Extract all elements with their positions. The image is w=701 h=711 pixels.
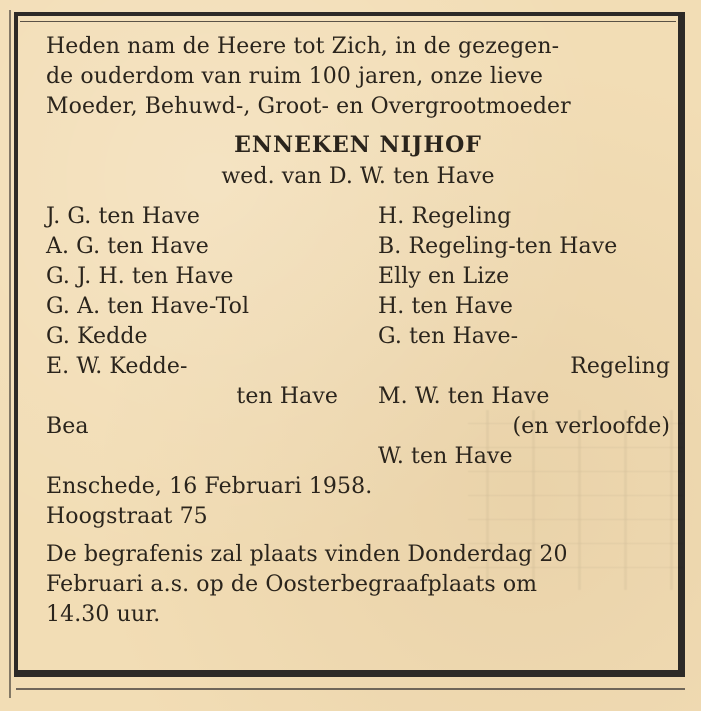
intro-line-3: Moeder, Behuwd-, Groot- en Overgrootmoeder: [46, 94, 571, 119]
family-list: [46, 202, 670, 472]
funeral-line-2: Februari a.s. op de Oosterbegraafplaats om: [46, 572, 538, 597]
bottom-rule: [16, 688, 685, 690]
family-left-item-8: Bea: [46, 414, 89, 439]
family-right-item-6: Regeling: [570, 354, 670, 379]
family-right-item-2: B. Regeling-ten Have: [378, 234, 618, 259]
inner-top-rule: [20, 21, 676, 22]
family-left-item-7: ten Have: [236, 384, 338, 409]
funeral-line-3: 14.30 uur.: [46, 602, 161, 627]
intro-paragraph: [46, 32, 670, 122]
widow-line: wed. van D. W. ten Have: [221, 164, 495, 189]
family-right-item-3: Elly en Lize: [378, 264, 510, 289]
place-date: Enschede, 16 Februari 1958.: [46, 474, 373, 499]
intro-line-1: Heden nam de Heere tot Zich, in de gezegen-: [46, 34, 560, 59]
family-right-column: [378, 202, 670, 472]
family-left-column: [46, 202, 338, 442]
announcement-content: [46, 32, 670, 630]
family-right-item-4: H. ten Have: [378, 294, 514, 319]
family-left-item-4: G. A. ten Have-Tol: [46, 294, 250, 319]
family-left-item-2: A. G. ten Have: [46, 234, 209, 259]
address: Hoogstraat 75: [46, 504, 208, 529]
family-right-item-9: W. ten Have: [378, 444, 513, 469]
family-right-item-7: M. W. ten Have: [378, 384, 550, 409]
left-outer-rule: [9, 10, 11, 698]
funeral-line-1: De begrafenis zal plaats vinden Donderdag 20: [46, 542, 568, 567]
family-right-item-1: H. Regeling: [378, 204, 512, 229]
deceased-name: ENNEKEN NIJHOF: [234, 132, 482, 158]
family-left-item-1: J. G. ten Have: [46, 204, 201, 229]
family-left-item-5: G. Kedde: [46, 324, 148, 349]
family-left-item-3: G. J. H. ten Have: [46, 264, 234, 289]
family-left-item-6: E. W. Kedde-: [46, 354, 188, 379]
intro-line-2: de ouderdom van ruim 100 jaren, onze lieve: [46, 64, 543, 89]
funeral-paragraph: [46, 540, 670, 630]
family-right-item-5: G. ten Have-: [378, 324, 519, 349]
family-right-item-8: (en verloofde): [512, 414, 670, 439]
